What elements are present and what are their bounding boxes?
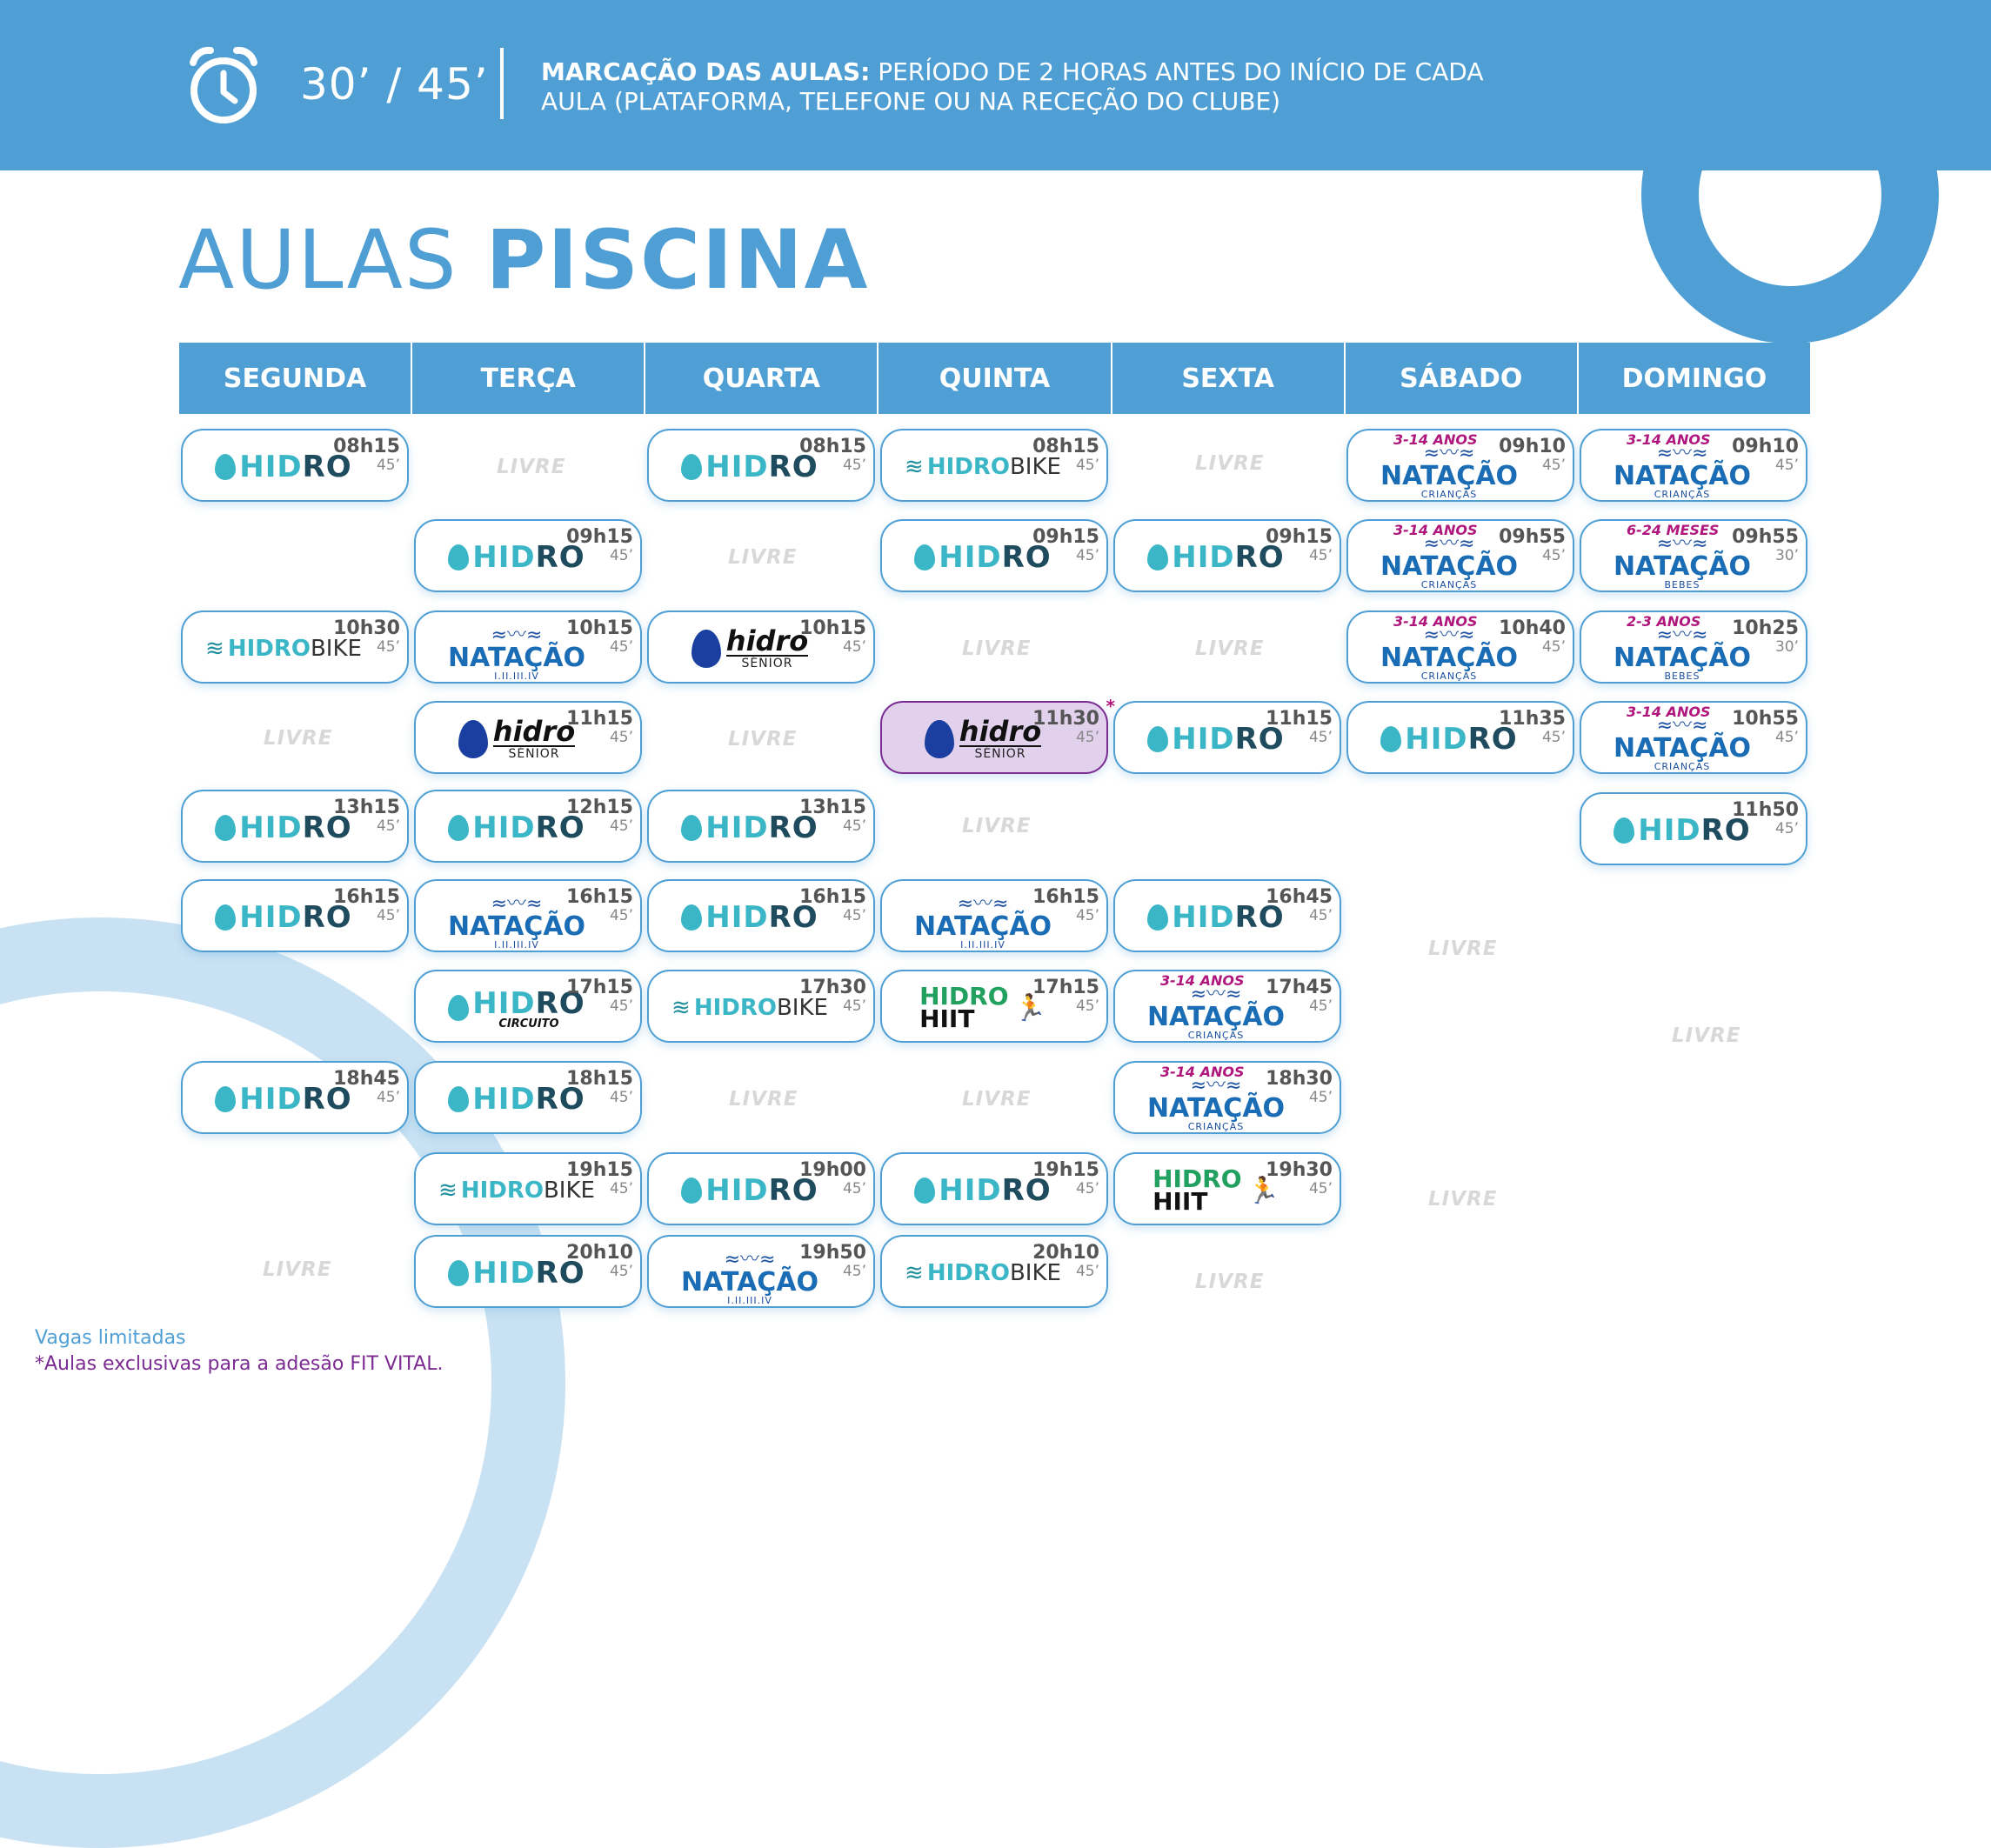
natacao-bebes-logo: ≈〰≈ NATAÇÃO BEBES: [1613, 624, 1752, 682]
class-duration: 45’: [842, 1263, 866, 1280]
class-time: 16h15: [333, 886, 400, 908]
swimmer-icon: ≈〰≈: [1190, 984, 1242, 1005]
class-card[interactable]: [1580, 429, 1807, 502]
free-slot: LIVRE: [1428, 1188, 1498, 1211]
class-duration: 45’: [1308, 997, 1333, 1015]
class-card[interactable]: [414, 790, 642, 863]
hidro-logo: HIDRO: [1115, 521, 1343, 594]
class-time: 09h55: [1732, 526, 1799, 548]
class-time: 11h30: [1032, 708, 1099, 730]
free-slot: LIVRE: [263, 1258, 332, 1281]
footnote-limited: Vagas limitadas: [35, 1327, 186, 1349]
natacao-criancas-logo: ≈〰≈ NATAÇÃO CRIANÇAS: [1146, 1075, 1286, 1132]
hidro-senior-logo: hidro SÉNIOR: [882, 703, 1110, 776]
age-range: 3-14 ANOS: [1393, 613, 1478, 630]
water-drop-icon: [681, 815, 702, 841]
water-drop-icon: [692, 630, 721, 668]
free-slot: LIVRE: [962, 815, 1032, 837]
runner-icon: 🏃: [1246, 1175, 1279, 1206]
swimmer-icon: ≈〰≈: [1423, 443, 1475, 464]
decorative-ring-bottom: [0, 917, 565, 1848]
class-duration: 45’: [609, 638, 633, 656]
water-drop-icon: [1147, 904, 1168, 931]
water-drop-icon: [215, 904, 236, 931]
class-card[interactable]: [1113, 879, 1341, 952]
class-card[interactable]: [1580, 792, 1807, 865]
swimmer-icon: ≈〰≈: [724, 1249, 776, 1271]
class-duration: 45’: [1541, 729, 1566, 746]
class-duration: 45’: [842, 907, 866, 924]
class-duration: 45’: [1075, 1180, 1099, 1198]
free-slot: LIVRE: [728, 546, 798, 569]
class-duration: 45’: [609, 1180, 633, 1198]
footnote-exclusive: *Aulas exclusivas para a adesão FIT VITAL.: [35, 1353, 444, 1375]
class-duration: 45’: [842, 638, 866, 656]
class-card[interactable]: [181, 1061, 409, 1134]
swimmer-icon: ≈〰≈: [1656, 624, 1708, 646]
class-time: 09h15: [1266, 526, 1333, 548]
class-card[interactable]: [414, 701, 642, 774]
class-duration: 45’: [376, 817, 400, 835]
swimmer-icon: ≈〰≈: [1656, 533, 1708, 555]
class-duration: 45’: [1308, 547, 1333, 564]
waves-icon: ≋: [905, 1260, 924, 1286]
hidro-logo: HIDRO: [416, 791, 644, 864]
class-card[interactable]: [414, 970, 642, 1043]
class-time: 19h15: [566, 1159, 633, 1181]
class-duration: 45’: [609, 1263, 633, 1280]
waves-icon: ≋: [438, 1178, 458, 1204]
class-time: 18h45: [333, 1068, 400, 1090]
class-duration: 45’: [842, 457, 866, 474]
natacao-criancas-logo: ≈〰≈ NATAÇÃO CRIANÇAS: [1380, 624, 1519, 682]
age-range: 3-14 ANOS: [1393, 522, 1478, 538]
swimmer-icon: ≈〰≈: [957, 893, 1009, 915]
swimmer-icon: ≈〰≈: [1190, 1075, 1242, 1097]
hidro-logo: HIDRO: [1581, 794, 1809, 867]
class-time: 16h15: [1032, 886, 1099, 908]
class-duration: 30’: [1774, 638, 1799, 656]
class-time: 20h10: [566, 1242, 633, 1264]
class-duration: 45’: [1774, 457, 1799, 474]
class-card[interactable]: [1346, 519, 1574, 592]
natacao-logo: ≈〰≈ NATAÇÃO I.II.III.IV: [447, 893, 586, 951]
class-time: 10h15: [799, 617, 866, 639]
class-time: 17h30: [799, 977, 866, 998]
class-duration: 45’: [842, 817, 866, 835]
swimmer-icon: ≈〰≈: [491, 893, 543, 915]
class-time: 11h50: [1732, 799, 1799, 821]
hidrobike-logo: ≋ HIDROBIKE: [905, 1260, 1061, 1286]
class-card[interactable]: [414, 1235, 642, 1308]
water-drop-icon: [681, 904, 702, 931]
class-time: 09h10: [1732, 436, 1799, 457]
hidro-logo: HIDRO: [649, 1154, 877, 1227]
free-slot: LIVRE: [962, 637, 1032, 660]
class-card[interactable]: [414, 519, 642, 592]
water-drop-icon: [1614, 817, 1634, 844]
class-card[interactable]: [647, 970, 875, 1043]
class-time: 10h15: [566, 617, 633, 639]
day-header-quarta: QUARTA: [645, 343, 879, 414]
class-duration: 45’: [376, 457, 400, 474]
class-card[interactable]: [414, 1152, 642, 1225]
class-time: 11h35: [1499, 708, 1566, 730]
class-duration: 45’: [1075, 457, 1099, 474]
class-duration: 45’: [1075, 1263, 1099, 1280]
hidro-logo: HIDRO: [649, 791, 877, 864]
waves-icon: ≋: [905, 454, 924, 480]
class-card[interactable]: [414, 879, 642, 952]
class-card[interactable]: [1346, 610, 1574, 684]
natacao-criancas-logo: ≈〰≈ NATAÇÃO CRIANÇAS: [1613, 715, 1752, 772]
water-drop-icon: [681, 454, 702, 480]
class-duration: 45’: [1075, 997, 1099, 1015]
swimmer-icon: ≈〰≈: [1656, 715, 1708, 737]
waves-icon: ≋: [671, 995, 691, 1021]
days-header: [179, 343, 1810, 414]
class-time: 17h15: [1032, 977, 1099, 998]
day-header-terca: TERÇA: [412, 343, 645, 414]
class-time: 16h45: [1266, 886, 1333, 908]
class-card[interactable]: [1580, 519, 1807, 592]
class-duration: 45’: [1075, 907, 1099, 924]
class-card[interactable]: [1580, 701, 1807, 774]
hidro-logo: HIDRO: [1348, 703, 1576, 776]
class-duration: 45’: [609, 997, 633, 1015]
class-duration: 45’: [609, 1089, 633, 1106]
day-header-sexta: SEXTA: [1112, 343, 1346, 414]
hidro-circuito-logo: HIDRO CIRCUITO: [416, 971, 644, 1044]
class-time: 11h15: [1266, 708, 1333, 730]
day-header-domingo: DOMINGO: [1579, 343, 1810, 414]
class-card[interactable]: [1346, 429, 1574, 502]
class-card-fit-vital[interactable]: [880, 696, 1115, 774]
hidrobike-logo: ≋ HIDROBIKE: [905, 454, 1061, 480]
class-time: 11h15: [566, 708, 633, 730]
water-drop-icon: [215, 1086, 236, 1112]
decorative-ring-top: [1641, 46, 1939, 344]
class-time: 10h25: [1732, 617, 1799, 639]
class-card[interactable]: [647, 790, 875, 863]
hidro-hiit-logo: HIDRO HIIT 🏃: [1153, 1164, 1279, 1216]
booking-text: PERÍODO DE 2 HORAS ANTES DO INÍCIO DE CADA AULA (PLATAFORMA, TELEFONE OU NA RECEÇÃO DO CLUBE): [541, 57, 1484, 116]
class-card[interactable]: [1346, 701, 1574, 774]
class-time: 08h15: [1032, 436, 1099, 457]
class-duration: 45’: [1075, 729, 1099, 746]
class-card[interactable]: [1113, 519, 1341, 592]
hidro-logo: HIDRO: [649, 430, 877, 504]
class-duration: 45’: [1541, 457, 1566, 474]
water-drop-icon: [914, 544, 935, 570]
water-drop-icon: [681, 1178, 702, 1204]
class-duration: 45’: [376, 1089, 400, 1106]
age-range: 3-14 ANOS: [1393, 431, 1478, 448]
class-time: 09h10: [1499, 436, 1566, 457]
class-time: 19h30: [1266, 1159, 1333, 1181]
hidro-logo: HIDRO: [183, 791, 411, 864]
class-card[interactable]: [181, 879, 409, 952]
class-card[interactable]: [1113, 970, 1341, 1043]
hidro-logo: HIDRO: [183, 430, 411, 504]
free-slot: LIVRE: [1195, 452, 1265, 475]
natacao-bebes-logo: ≈〰≈ NATAÇÃO BEBES: [1613, 533, 1752, 590]
class-time: 09h15: [1032, 526, 1099, 548]
class-duration: 45’: [609, 907, 633, 924]
class-time: 19h15: [1032, 1159, 1099, 1181]
class-duration: 45’: [376, 638, 400, 656]
water-drop-icon: [448, 815, 469, 841]
class-duration: 45’: [1075, 547, 1099, 564]
hidro-logo: HIDRO: [1115, 881, 1343, 954]
hidro-logo: HIDRO: [183, 1063, 411, 1136]
hidro-logo: HIDRO: [1115, 703, 1343, 776]
water-drop-icon: [448, 544, 469, 570]
class-card[interactable]: [414, 1061, 642, 1134]
water-drop-icon: [215, 454, 236, 480]
class-time: 17h15: [566, 977, 633, 998]
class-duration: 45’: [1308, 1089, 1333, 1106]
swimmer-icon: ≈〰≈: [491, 624, 543, 646]
class-card[interactable]: [880, 1235, 1108, 1308]
natacao-criancas-logo: ≈〰≈ NATAÇÃO CRIANÇAS: [1380, 443, 1519, 500]
class-card[interactable]: [1580, 610, 1807, 684]
water-drop-icon: [914, 1178, 935, 1204]
booking-info: [541, 57, 1498, 117]
class-card[interactable]: [181, 610, 409, 684]
exclusive-marker: *: [1106, 696, 1115, 717]
class-duration: 45’: [1308, 1180, 1333, 1198]
free-slot: LIVRE: [264, 727, 333, 750]
water-drop-icon: [1147, 544, 1168, 570]
hidro-logo: HIDRO: [882, 521, 1110, 594]
natacao-criancas-logo: ≈〰≈ NATAÇÃO CRIANÇAS: [1146, 984, 1286, 1041]
swimmer-icon: ≈〰≈: [1423, 624, 1475, 646]
class-time: 10h30: [333, 617, 400, 639]
free-slot: LIVRE: [728, 728, 798, 751]
water-drop-icon: [215, 815, 236, 841]
swimmer-icon: ≈〰≈: [1656, 443, 1708, 464]
class-duration: 45’: [609, 729, 633, 746]
hidro-logo: HIDRO: [416, 521, 644, 594]
page-title: [178, 213, 869, 308]
class-card[interactable]: [1113, 1152, 1341, 1225]
water-drop-icon: [458, 720, 488, 758]
class-time: 16h15: [566, 886, 633, 908]
class-duration: 45’: [1774, 820, 1799, 837]
water-drop-icon: [448, 1260, 469, 1286]
class-time: 16h15: [799, 886, 866, 908]
class-duration: 45’: [1774, 729, 1799, 746]
swimmer-icon: ≈〰≈: [1423, 533, 1475, 555]
hidrobike-logo: ≋ HIDROBIKE: [205, 636, 362, 662]
class-time: 19h00: [799, 1159, 866, 1181]
class-time: 13h15: [333, 797, 400, 818]
class-card[interactable]: [647, 429, 875, 502]
age-range: 2-3 ANOS: [1627, 613, 1701, 630]
natacao-logo: ≈〰≈ NATAÇÃO I.II.III.IV: [913, 893, 1052, 951]
water-drop-icon: [1380, 726, 1401, 752]
title-light: AULAS: [178, 213, 486, 308]
class-duration: 45’: [1308, 907, 1333, 924]
free-slot: LIVRE: [962, 1088, 1032, 1111]
class-time: 08h15: [799, 436, 866, 457]
water-drop-icon: [448, 1086, 469, 1112]
class-duration: 45’: [1308, 729, 1333, 746]
header-divider: [500, 48, 504, 119]
hidro-hiit-logo: HIDRO HIIT 🏃: [919, 982, 1046, 1033]
class-card[interactable]: [181, 790, 409, 863]
class-time: 13h15: [799, 797, 866, 818]
age-range: 3-14 ANOS: [1627, 704, 1711, 720]
hidro-senior-logo: hidro SÉNIOR: [649, 612, 877, 685]
booking-label: MARCAÇÃO DAS AULAS:: [541, 57, 871, 86]
natacao-criancas-logo: ≈〰≈ NATAÇÃO CRIANÇAS: [1613, 443, 1752, 500]
hidrobike-logo: ≋ HIDROBIKE: [438, 1178, 595, 1204]
hidro-logo: HIDRO: [183, 881, 411, 954]
alarm-clock-icon: [186, 43, 261, 127]
natacao-criancas-logo: ≈〰≈ NATAÇÃO CRIANÇAS: [1380, 533, 1519, 590]
class-card[interactable]: [880, 1152, 1108, 1225]
hidrobike-logo: ≋ HIDROBIKE: [671, 995, 828, 1021]
day-header-segunda: SEGUNDA: [179, 343, 412, 414]
class-time: 09h15: [566, 526, 633, 548]
class-time: 20h10: [1032, 1242, 1099, 1264]
age-range: 3-14 ANOS: [1160, 1064, 1245, 1080]
natacao-logo: ≈〰≈ NATAÇÃO I.II.III.IV: [447, 624, 586, 682]
title-bold: PISCINA: [485, 213, 870, 308]
water-drop-icon: [1147, 726, 1168, 752]
class-time: 18h30: [1266, 1068, 1333, 1090]
class-duration: 45’: [842, 1180, 866, 1198]
waves-icon: ≋: [205, 636, 224, 662]
class-time: 17h45: [1266, 977, 1333, 998]
class-time: 09h55: [1499, 526, 1566, 548]
hidro-logo: HIDRO: [416, 1237, 644, 1310]
class-time: 18h15: [566, 1068, 633, 1090]
day-header-quinta: QUINTA: [879, 343, 1112, 414]
free-slot: LIVRE: [1428, 937, 1498, 960]
class-time: 12h15: [566, 797, 633, 818]
class-duration: 45’: [1541, 638, 1566, 656]
water-drop-icon: [925, 720, 954, 758]
class-time: 08h15: [333, 436, 400, 457]
class-duration: 45’: [842, 997, 866, 1015]
hidro-logo: HIDRO: [649, 881, 877, 954]
free-slot: LIVRE: [1672, 1024, 1741, 1047]
class-card[interactable]: [647, 1235, 875, 1308]
class-duration: 45’: [1541, 547, 1566, 564]
age-range: 6-24 MESES: [1627, 522, 1720, 538]
class-card[interactable]: [880, 879, 1108, 952]
free-slot: LIVRE: [1195, 637, 1265, 660]
runner-icon: 🏃: [1013, 992, 1046, 1024]
class-card[interactable]: [647, 1152, 875, 1225]
class-card[interactable]: [647, 610, 875, 684]
natacao-logo: ≈〰≈ NATAÇÃO I.II.III.IV: [680, 1249, 819, 1306]
free-slot: LIVRE: [729, 1088, 798, 1111]
class-card[interactable]: [1113, 701, 1341, 774]
class-card[interactable]: [880, 429, 1108, 502]
class-duration: 30’ / 45’: [300, 59, 489, 110]
free-slot: LIVRE: [1195, 1271, 1265, 1293]
class-duration: 30’: [1774, 547, 1799, 564]
hidro-logo: HIDRO: [882, 1154, 1110, 1227]
free-slot: LIVRE: [497, 456, 566, 478]
hidro-logo: HIDRO: [416, 1063, 644, 1136]
class-duration: 45’: [376, 907, 400, 924]
hidro-senior-logo: hidro SÉNIOR: [416, 703, 644, 776]
class-card[interactable]: [880, 970, 1108, 1043]
class-card[interactable]: [414, 610, 642, 684]
age-range: 3-14 ANOS: [1160, 972, 1245, 989]
class-time: 10h40: [1499, 617, 1566, 639]
class-card[interactable]: [1113, 1061, 1341, 1134]
age-range: 3-14 ANOS: [1627, 431, 1711, 448]
day-header-sabado: SÁBADO: [1346, 343, 1579, 414]
class-card[interactable]: [647, 879, 875, 952]
class-time: 10h55: [1732, 708, 1799, 730]
class-card[interactable]: [181, 429, 409, 502]
class-card[interactable]: [880, 519, 1108, 592]
class-duration: 45’: [609, 817, 633, 835]
water-drop-icon: [448, 995, 469, 1021]
class-time: 19h50: [799, 1242, 866, 1264]
class-duration: 45’: [609, 547, 633, 564]
